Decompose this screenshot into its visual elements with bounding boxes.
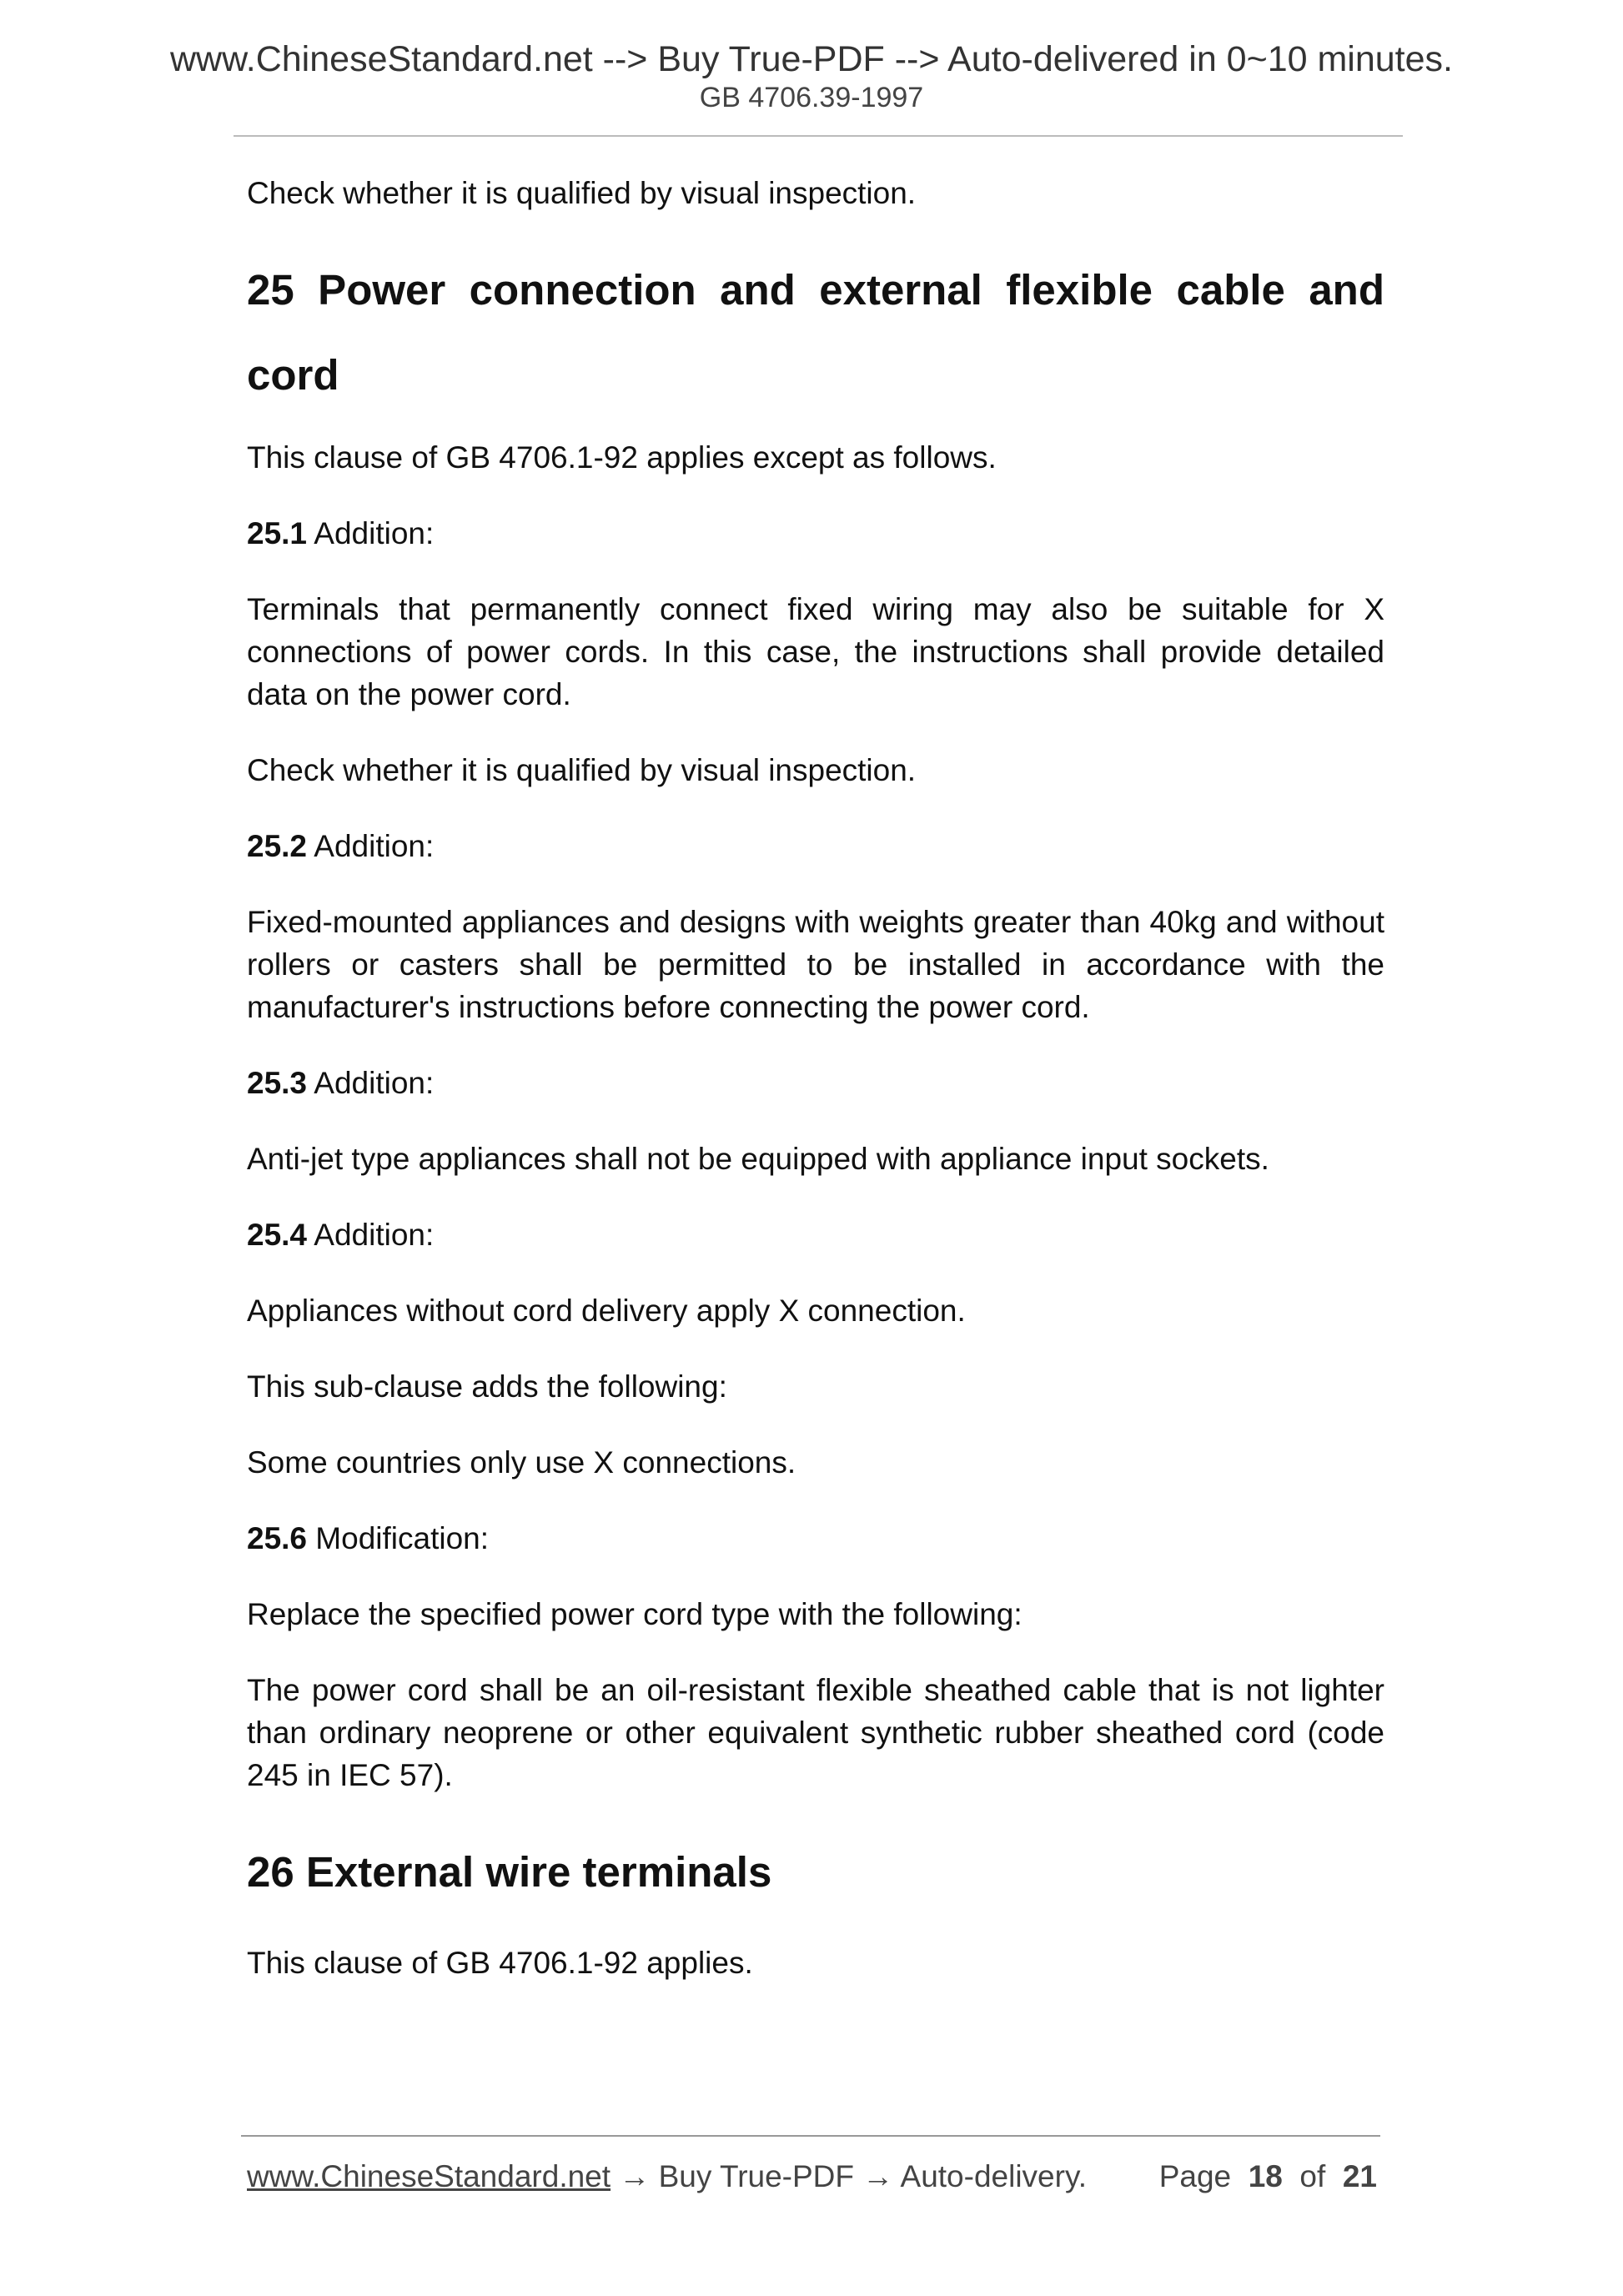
paragraph-26-applies: This clause of GB 4706.1-92 applies. <box>247 1946 753 1980</box>
paragraph-intro-check: Check whether it is qualified by visual inspection. <box>247 176 917 210</box>
clause-25-1 <box>247 512 1384 555</box>
page-word: Page <box>1158 2159 1232 2193</box>
paragraph-25-6-cord: The power cord shall be an oil-resistant flexible sheathed cable that is not lighter than ordinary neoprene or other equivalent synthetic rubber sheathed cord (code 245 in IEC 57). <box>247 1673 1384 1792</box>
header-banner: www.ChineseStandard.net --> Buy True-PDF --> Auto-delivered in 0~10 minutes. <box>169 39 1453 79</box>
clause-label: Addition: <box>314 1218 435 1252</box>
paragraph-25-4-sub: This sub-clause adds the following: <box>247 1369 727 1404</box>
clause-label: Modification: <box>315 1521 490 1555</box>
paragraph-25-3-text: Anti-jet type appliances shall not be equipped with appliance input sockets. <box>247 1142 1269 1176</box>
paragraph-25-1-check: Check whether it is qualified by visual inspection. <box>247 753 917 787</box>
paragraph-25-4-text: Appliances without cord delivery apply X connection. <box>247 1294 966 1328</box>
page-indicator <box>1159 2158 1377 2195</box>
clause-number: 25.6 <box>247 1521 308 1555</box>
clause-label: Addition: <box>314 516 435 550</box>
clause-number: 25.4 <box>247 1218 308 1252</box>
clause-25-3 <box>247 1062 1384 1104</box>
footer-website-link[interactable]: www.ChineseStandard.net <box>247 2159 611 2193</box>
current-page-number: 18 <box>1248 2159 1283 2193</box>
paragraph-25-6-text: Replace the specified power cord type with the following: <box>247 1597 1023 1631</box>
paragraph-25-1-text: Terminals that permanently connect fixed wiring may also be suitable for X connections of power cords. In this case, the instructions shall provide detailed data on the power cord. <box>247 592 1384 711</box>
clause-label: Addition: <box>314 1066 435 1100</box>
page-footer <box>247 2158 1377 2195</box>
document-id: GB 4706.39-1997 <box>699 82 924 113</box>
clause-number: 25.1 <box>247 516 308 550</box>
section-heading-25: 25 Power connection and external flexible cable and cord <box>247 266 1384 399</box>
clause-25-2 <box>247 825 1384 867</box>
of-word: of <box>1299 2159 1326 2193</box>
footer-divider <box>241 2135 1380 2137</box>
page-content <box>247 172 1384 2017</box>
paragraph-25-applies: This clause of GB 4706.1-92 applies except as follows. <box>247 440 997 475</box>
clause-label: Addition: <box>314 829 435 863</box>
footer-tagline: → Buy True-PDF → Auto-delivery. <box>611 2159 1087 2193</box>
paragraph-25-4-note: Some countries only use X connections. <box>247 1445 796 1480</box>
section-heading-26: 26 External wire terminals <box>247 1848 772 1896</box>
paragraph-25-2-text: Fixed-mounted appliances and designs with weights greater than 40kg and without rollers or casters shall be permitted to be installed in accordance with the manufacturer's instructions before connecting the power cord. <box>247 905 1384 1024</box>
clause-number: 25.3 <box>247 1066 308 1100</box>
clause-25-6 <box>247 1517 1384 1560</box>
clause-25-4 <box>247 1213 1384 1256</box>
total-pages: 21 <box>1342 2159 1377 2193</box>
clause-number: 25.2 <box>247 829 308 863</box>
header-divider <box>234 135 1403 137</box>
